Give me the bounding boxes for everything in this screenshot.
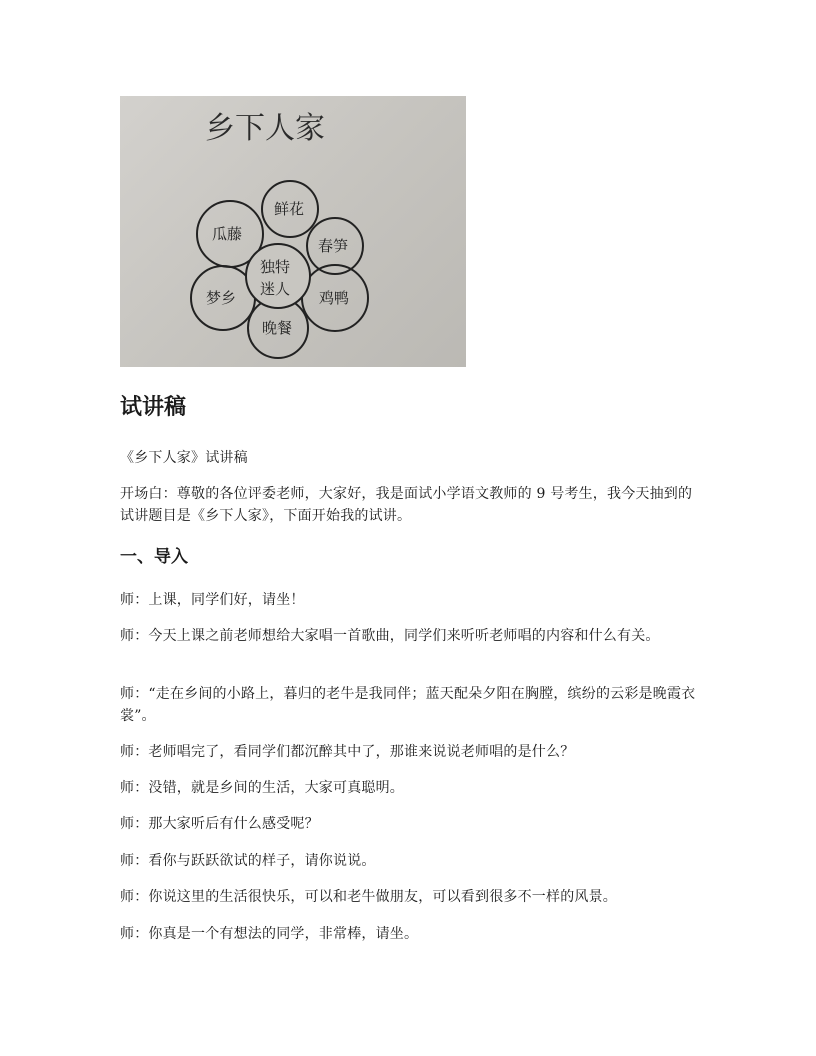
dialogue-line: 师：今天上课之前老师想给大家唱一首歌曲，同学们来听听老师唱的内容和什么有关。 <box>120 628 660 644</box>
blackboard-sketch-photo <box>120 96 466 367</box>
petal-label: 晚餐 <box>262 319 293 337</box>
section-heading: 一、导入 <box>120 547 188 567</box>
dialogue-line: 师：“走在乡间的小路上，暮归的老牛是我同伴；蓝天配朵夕阳在胸膛，缤纷的云彩是晚霞衣裳”。 <box>120 686 696 724</box>
center-label-2: 迷人 <box>260 280 291 298</box>
doc-subtitle: 《乡下人家》试讲稿 <box>120 450 248 466</box>
dialogue-line: 师：上课，同学们好，请坐！ <box>120 592 305 608</box>
petal-label: 鲜花 <box>274 200 305 218</box>
dialogue-line: 师：你真是一个有想法的同学，非常棒，请坐。 <box>120 926 419 942</box>
dialogue-line: 师：看你与跃跃欲试的样子，请你说说。 <box>120 853 376 869</box>
center-label <box>260 258 290 276</box>
intro-paragraph: 开场白：尊敬的各位评委老师，大家好，我是面试小学语文教师的 9 号考生，我今天抽到的试讲题目是《乡下人家》，下面开始我的试讲。 <box>120 486 693 524</box>
petal-label: 鸡鸭 <box>319 289 350 307</box>
dialogue-line: 师：那大家听后有什么感受呢？ <box>120 816 319 832</box>
petal-label: 梦乡 <box>206 289 237 307</box>
flower-diagram <box>120 96 466 367</box>
petal-label: 春笋 <box>318 237 349 255</box>
dialogue-line: 师：你说这里的生活很快乐，可以和老牛做朋友，可以看到很多不一样的风景。 <box>120 889 617 905</box>
sketch-title: 乡下人家 <box>205 111 325 146</box>
page-title: 试讲稿 <box>120 395 187 420</box>
petal-label: 瓜藤 <box>212 225 243 243</box>
dialogue-line: 师：没错，就是乡间的生活，大家可真聪明。 <box>120 780 404 796</box>
center-circle <box>246 244 310 308</box>
center-text: 独特 <box>260 258 291 276</box>
dialogue-line: 师：老师唱完了，看同学们都沉醉其中了，那谁来说说老师唱的是什么？ <box>120 744 575 760</box>
